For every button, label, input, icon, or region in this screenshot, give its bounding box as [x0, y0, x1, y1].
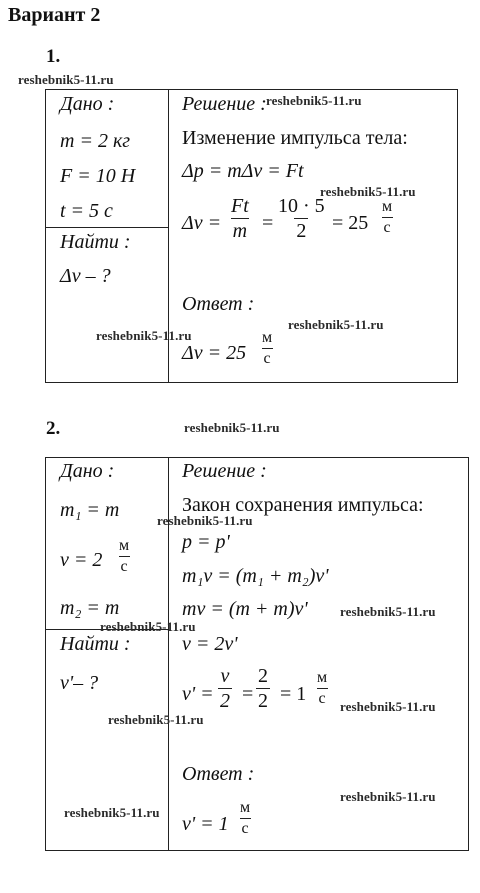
problem-2-number: 2. — [46, 418, 61, 439]
fraction-numerator: Ft — [231, 195, 249, 217]
problem-2-eq5-fraction-2 — [256, 666, 270, 711]
problem-2-answer-label: Ответ : — [182, 763, 255, 785]
unit-numerator: м — [119, 537, 130, 554]
unit-numerator: м — [317, 669, 328, 686]
problem-2-find-label: Найти : — [60, 633, 131, 655]
watermark: reshebnik5-11.ru — [18, 72, 114, 87]
problem-2-eq5-result: = 1 — [280, 683, 307, 705]
problem-2-given-velocity: v = 2 — [60, 549, 103, 571]
watermark: reshebnik5-11.ru — [100, 619, 196, 634]
problem-2-eq5-fraction-1 — [218, 666, 232, 711]
problem-1-number: 1. — [46, 46, 61, 67]
problem-2-given-label: Дано : — [60, 460, 115, 482]
unit-denominator: с — [241, 820, 249, 837]
watermark: reshebnik5-11.ru — [96, 328, 192, 343]
problem-1-solution-label: Решение : — [182, 93, 267, 115]
problem-1-heading: Изменение импульса тела: — [182, 127, 408, 149]
problem-1-find: Δv – ? — [60, 265, 111, 287]
fraction-numerator: 10 · 5 — [278, 195, 325, 217]
unit-denominator: с — [263, 350, 271, 367]
watermark: reshebnik5-11.ru — [340, 789, 436, 804]
problem-2-given-mass-1: m₁ = m — [60, 499, 120, 521]
problem-2-eq1: p = p' — [182, 531, 230, 553]
problem-2-eq4: v = 2v' — [182, 633, 238, 655]
problem-2-given-velocity-unit — [117, 538, 131, 575]
fraction-denominator: 2 — [220, 690, 230, 712]
fraction-numerator: v — [220, 665, 230, 687]
problem-1-find-label: Найти : — [60, 231, 131, 253]
problem-1-eq2-lhs: Δv = — [182, 212, 222, 234]
fraction-numerator: 2 — [258, 665, 268, 687]
watermark: reshebnik5-11.ru — [266, 93, 362, 108]
problem-2-heading: Закон сохранения импульса: — [182, 494, 424, 516]
problem-2-eq3: mv = (m + m)v' — [182, 598, 308, 620]
fraction-denominator: 2 — [296, 220, 307, 242]
unit-numerator: м — [262, 329, 273, 346]
problem-2-find: v'– ? — [60, 672, 99, 694]
problem-2-given-mass-2: m₂ = m — [60, 597, 120, 619]
watermark: reshebnik5-11.ru — [340, 604, 436, 619]
problem-1-answer: Δv = 25 — [182, 342, 247, 364]
problem-1-answer-label: Ответ : — [182, 293, 255, 315]
watermark: reshebnik5-11.ru — [288, 317, 384, 332]
watermark: reshebnik5-11.ru — [320, 184, 416, 199]
watermark: reshebnik5-11.ru — [108, 712, 204, 727]
problem-1-given-time: t = 5 с — [60, 200, 113, 222]
problem-1-given-label: Дано : — [60, 93, 115, 115]
problem-1-eq2-fraction-1 — [229, 196, 251, 241]
problem-2-eq5-unit — [315, 670, 329, 707]
fraction-denominator: 2 — [258, 690, 268, 712]
unit-denominator: с — [318, 690, 326, 707]
problem-1-given-mass: m = 2 кг — [60, 130, 131, 152]
page-title: Вариант 2 — [8, 4, 101, 26]
watermark: reshebnik5-11.ru — [184, 420, 280, 435]
watermark: reshebnik5-11.ru — [157, 513, 253, 528]
problem-1-eq2-result: = 25 — [332, 212, 369, 234]
unit-denominator: с — [120, 558, 128, 575]
watermark: reshebnik5-11.ru — [64, 805, 160, 820]
problem-1-eq2-fraction-2 — [276, 196, 327, 241]
problem-1-eq1: Δp = mΔv = Ft — [182, 160, 304, 182]
problem-2-answer-unit — [238, 800, 252, 837]
problem-1-given-force: F = 10 Н — [60, 165, 136, 187]
problem-2-solution-label: Решение : — [182, 460, 267, 482]
problem-2-eq5-lhs: v' = — [182, 683, 214, 705]
problem-2-eq2: m₁v = (m₁ + m₂)v' — [182, 565, 329, 587]
problem-1-given-find-separator — [45, 227, 169, 228]
problem-1-eq2-unit — [380, 199, 394, 236]
fraction-denominator: m — [232, 220, 248, 242]
problem-2-answer: v' = 1 — [182, 813, 229, 835]
problem-2-eq5-equals: = — [242, 683, 254, 705]
unit-numerator: м — [382, 198, 393, 215]
unit-numerator: м — [240, 799, 251, 816]
unit-denominator: с — [383, 219, 391, 236]
problem-1-eq2-equals: = — [262, 212, 274, 234]
watermark: reshebnik5-11.ru — [340, 699, 436, 714]
problem-1-answer-unit — [260, 330, 274, 367]
